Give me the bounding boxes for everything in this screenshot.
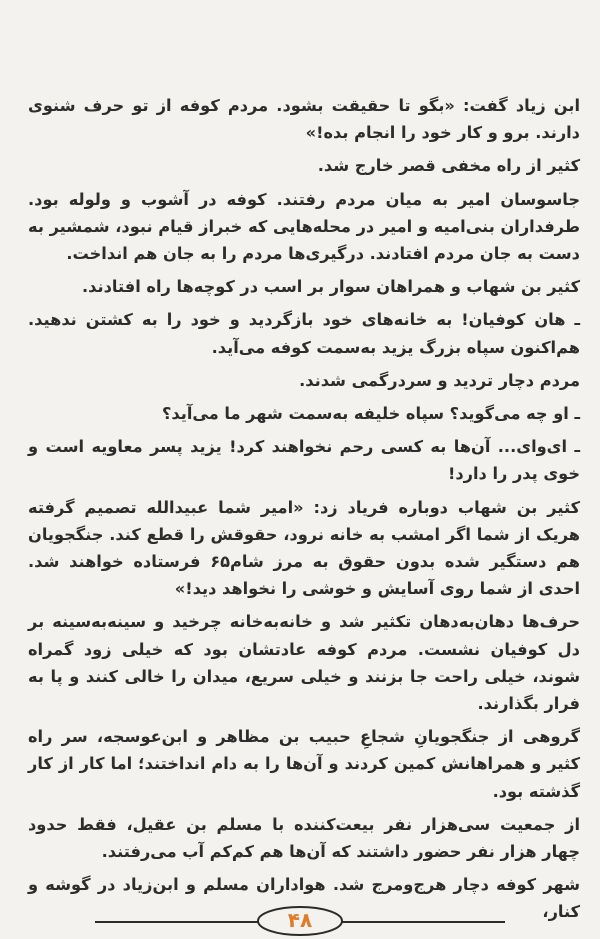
page-number: ۴۸ <box>287 908 313 932</box>
paragraph-5: ـ هان کوفیان! به خانه‌های خود بازگردید و خود را به کشتن ندهید. هم‌اکنون سپاه بزرگ یزید به‌سمت کوفه می‌آید. <box>28 310 580 357</box>
paragraph-1: ابن زیاد گفت: «بگو تا حقیقت بشود. مردم کوفه از تو حرف شنوی دارند. برو و کار خود را انجام بده!» <box>28 96 580 143</box>
paragraph-3: جاسوسان امیر به میان مردم رفتند. کوفه در آشوب و ولوله بود. طرفداران بنی‌امیه و امیر در محله‌هایی که خبراز قیام نبود، شمشیر به دست به جان مردم افتادند. درگیری‌ها مردم را به جان هم انداخت. <box>28 189 580 264</box>
paragraph-10: حرف‌ها دهان‌به‌دهان تکثیر شد و خانه‌به‌خانه چرخید و سینه‌به‌سینه بر دل کوفیان نشست. مردم کوفه عادتشان بود که خیلی زود گمراه شوند، خیلی راحت جا بزنند و خیلی سریع، میدان را خالی کنند و پا به فرار بگذارند. <box>28 612 580 714</box>
paragraph-9: کثیر بن شهاب دوباره فریاد زد: «امیر شما عبیدالله تصمیم گرفته هریک از شما اگر امشب به خانه نرود، حقوقش را قطع کند. جنگجویان هم دستگیر شده بدون حقوق به مرز شام۶۵ فرستاده خواهند شد. احدی از شما روی آسایش و خوشی را نخواهد دید!» <box>28 497 580 599</box>
page-body <box>28 92 580 932</box>
paragraph-6: مردم دچار تردید و سردرگمی شدند. <box>299 370 580 390</box>
paragraph-4: کثیر بن شهاب و همراهان سوار بر اسب در کوچه‌ها راه افتادند. <box>82 277 580 297</box>
page-footer <box>0 904 600 939</box>
paragraph-8: ـ ای‌وای... آن‌ها به کسی رحم نخواهند کرد! یزید پسر معاویه است و خوی پدر را دارد! <box>28 437 580 484</box>
paragraph-11: گروهی از جنگجویانِ شجاعِ حبیب بن مظاهر و ابن‌عوسجه، سر راه کثیر و همراهانش کمین کردند و آن‌ها را به دام انداختند؛ اما کار از کار گذشته بود. <box>28 727 580 801</box>
paragraph-13: شهر کوفه دچار هرج‌ومرج شد. هواداران مسلم و ابن‌زیاد در گوشه و کنار، <box>28 875 580 922</box>
paragraph-7: ـ او چه می‌گوید؟ سپاه خلیفه به‌سمت شهر ما می‌آید؟ <box>162 404 580 424</box>
paragraph-2: کثیر از راه مخفی قصر خارج شد. <box>317 156 580 176</box>
paragraph-12: از جمعیت سی‌هزار نفر بیعت‌کننده با مسلم بن عقیل، فقط حدود چهار هزار نفر حضور داشتند که آن‌ها هم کم‌کم آب می‌رفتند. <box>28 814 580 862</box>
